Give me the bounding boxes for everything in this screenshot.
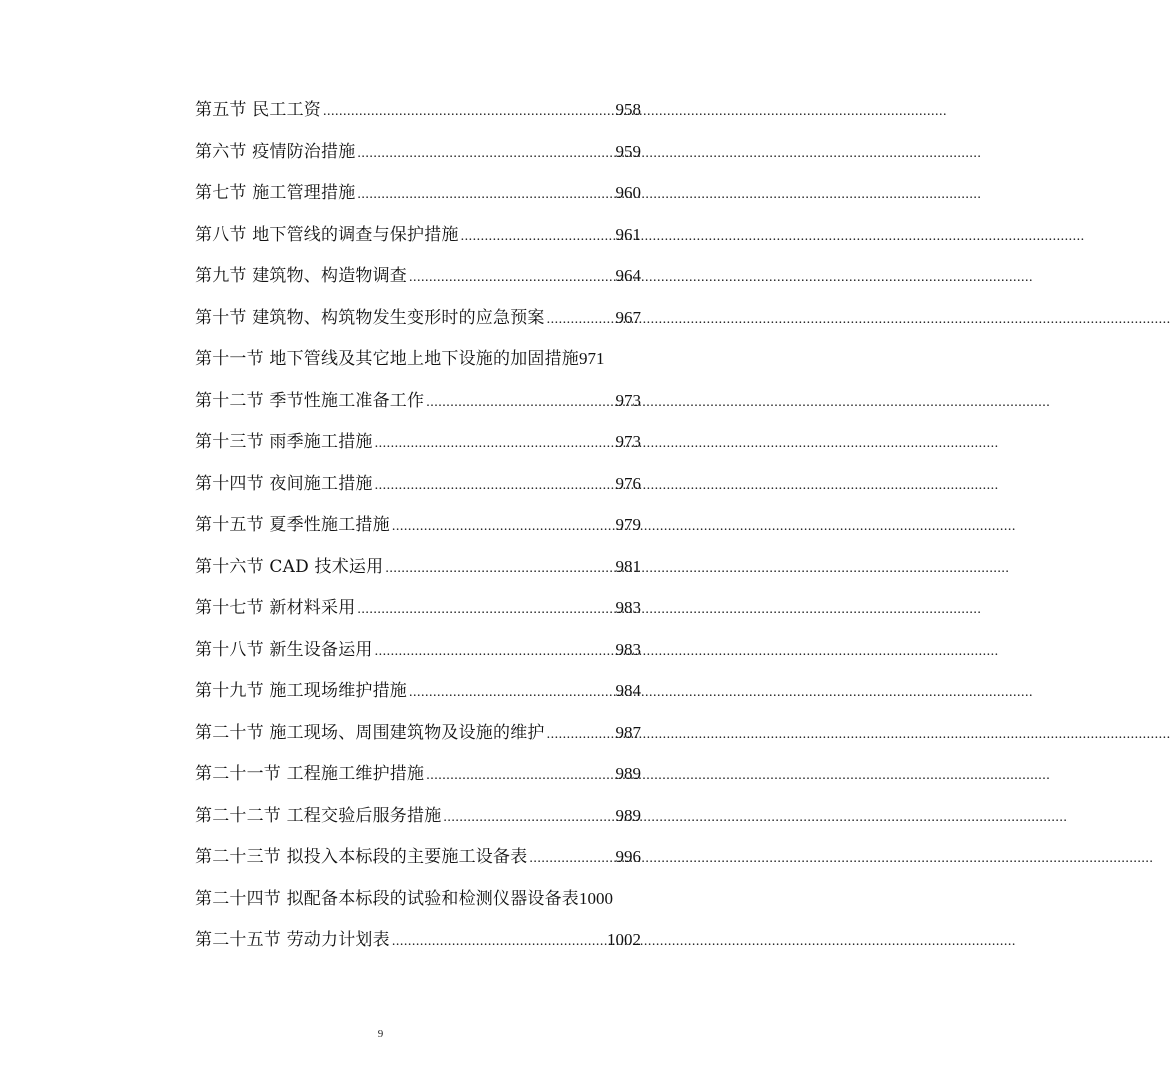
toc-entry-page: 981	[615, 556, 641, 576]
toc-entry-page: 989	[615, 805, 641, 825]
toc-entry-page: 979	[615, 515, 641, 534]
toc-leader-dots	[459, 216, 616, 258]
toc-entry-page: 959	[615, 141, 641, 161]
toc-entry[interactable]	[195, 255, 641, 297]
toc-entry-title: 第二十五节 劳动力计划表	[195, 930, 390, 950]
toc-entry-title: 第十六节 CAD 技术运用	[195, 556, 384, 577]
toc-entry-page: 987	[615, 722, 641, 742]
toc-entry-title: 第五节 民工工资	[195, 100, 322, 120]
toc-entry-title: 第十七节 新材料采用	[195, 598, 356, 618]
toc-entry[interactable]	[195, 131, 641, 173]
toc-entry[interactable]	[195, 172, 641, 214]
toc-entry-page: 984	[615, 681, 641, 700]
toc-entry-title: 第十五节 夏季性施工措施	[195, 515, 390, 535]
toc-entry-page: 961	[615, 224, 641, 244]
toc-entry[interactable]	[195, 919, 641, 961]
toc-entry-page: 958	[615, 100, 641, 119]
toc-leader-dots	[373, 631, 616, 673]
toc-entry-page: 973	[615, 390, 641, 410]
toc-entry-page: 973	[615, 432, 641, 451]
toc-entry-title: 第六节 疫情防治措施	[195, 141, 356, 162]
toc-leader-dots	[407, 257, 615, 299]
toc-entry[interactable]	[195, 587, 641, 629]
toc-entry-title: 第二十二节 工程交验后服务措施	[195, 805, 442, 826]
toc-entry[interactable]	[195, 712, 641, 754]
toc-entry-title: 第九节 建筑物、构造物调查	[195, 266, 408, 286]
toc-entry-title: 第十八节 新生设备运用	[195, 639, 373, 660]
toc-entry-title: 第十二节 季节性施工准备工作	[195, 390, 425, 411]
toc-leader-dots	[383, 548, 615, 590]
toc-entry[interactable]	[195, 670, 641, 712]
toc-entry-title: 第二十三节 拟投入本标段的主要施工设备表	[195, 847, 528, 867]
toc-leader-dots	[424, 382, 615, 424]
toc-leader-dots	[355, 589, 615, 631]
toc-entry-title: 第二十节 施工现场、周围建筑物及设施的维护	[195, 722, 545, 743]
page-number: 9	[377, 1028, 384, 1040]
toc-entry-page: 983	[615, 598, 641, 617]
toc-entry-title: 第二十四节 拟配备本标段的试验和检测仪器设备表	[195, 888, 580, 909]
toc-leader-dots	[355, 174, 615, 216]
toc-leader-dots	[321, 91, 615, 133]
toc-entry[interactable]	[195, 214, 641, 256]
toc-entry[interactable]	[195, 546, 641, 588]
toc-entry[interactable]	[195, 463, 641, 505]
toc-entry[interactable]	[195, 421, 641, 463]
toc-entry-page: 1000	[579, 888, 614, 908]
toc-entry-page: 996	[615, 847, 641, 866]
toc-entry-page: 989	[615, 764, 641, 783]
toc-entry-title: 第十一节 地下管线及其它地上地下设施的加固措施	[195, 349, 580, 369]
toc-entry[interactable]	[195, 380, 641, 422]
toc-leader-dots	[545, 714, 616, 756]
toc-entry-title: 第十节 建筑物、构筑物发生变形时的应急预案	[195, 307, 545, 328]
toc-entry-page: 976	[615, 473, 641, 493]
toc-entry-title: 第二十一节 工程施工维护措施	[195, 764, 425, 784]
toc-entry-page: 964	[615, 266, 641, 285]
toc-leader-dots	[355, 133, 615, 175]
toc-entry-page: 1002	[607, 930, 641, 949]
toc-leader-dots	[373, 465, 616, 507]
toc-entry-page: 983	[615, 639, 641, 659]
toc-leader-dots	[527, 838, 615, 880]
toc-leader-dots	[441, 797, 615, 839]
toc-entry-title: 第七节 施工管理措施	[195, 183, 356, 203]
toc-entry[interactable]	[195, 297, 641, 339]
toc-entry-page: 967	[615, 307, 641, 327]
toc-entry[interactable]	[195, 878, 641, 920]
toc-leader-dots	[373, 423, 616, 465]
toc-entry[interactable]	[195, 836, 641, 878]
toc-entry-page: 971	[579, 349, 605, 368]
toc-entry-title: 第十四节 夜间施工措施	[195, 473, 373, 494]
toc-leader-dots	[407, 672, 615, 714]
toc-entry-title: 第十三节 雨季施工措施	[195, 432, 373, 452]
toc-entry[interactable]	[195, 504, 641, 546]
toc-leader-dots	[390, 506, 616, 548]
toc-leader-dots	[545, 299, 616, 341]
toc-entry-title: 第十九节 施工现场维护措施	[195, 681, 408, 701]
toc-leader-dots	[424, 755, 615, 797]
toc-entry[interactable]	[195, 89, 641, 131]
toc-entry[interactable]	[195, 753, 641, 795]
toc-entry-title: 第八节 地下管线的调查与保护措施	[195, 224, 459, 245]
toc-entry[interactable]	[195, 629, 641, 671]
toc-entry[interactable]	[195, 338, 641, 380]
toc-entry-page: 960	[615, 183, 641, 202]
toc-leader-dots	[390, 921, 607, 963]
table-of-contents	[195, 89, 641, 961]
toc-entry[interactable]	[195, 795, 641, 837]
